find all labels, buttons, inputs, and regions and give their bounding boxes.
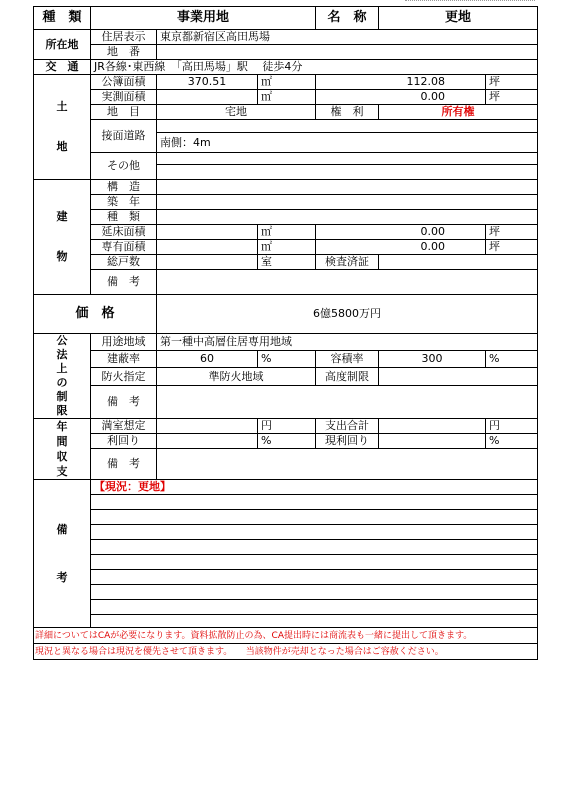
reg-char-0: 公 <box>56 334 68 347</box>
expense-unit: 円 <box>486 419 538 434</box>
coverage-unit: % <box>258 351 316 368</box>
land-category-value: 宅地 <box>157 105 316 120</box>
road-label: 接面道路 <box>91 120 157 153</box>
kind-label: 種 類 <box>91 210 157 225</box>
private-area-tsubo: 0.00 <box>316 240 486 255</box>
remarks-status: 【現況：更地】 <box>91 480 538 495</box>
land-label <box>34 75 91 180</box>
floor-area-label: 延床面積 <box>91 225 157 240</box>
address-label: 住居表示 <box>91 30 157 45</box>
building-label-bottom: 物 <box>56 250 68 263</box>
zoning-label: 用途地域 <box>91 334 157 351</box>
inspection-value <box>379 255 538 270</box>
remarks-line <box>91 585 538 600</box>
units-value <box>157 255 258 270</box>
remarks-line <box>91 555 538 570</box>
type-label: 種 類 <box>34 7 91 30</box>
far-label: 容積率 <box>316 351 379 368</box>
current-yield-unit: % <box>486 434 538 449</box>
height-value <box>379 368 538 385</box>
registry-area-tsubo: 112.08 <box>316 75 486 90</box>
units-unit: 室 <box>258 255 316 270</box>
reg-char-5: 限 <box>56 404 68 417</box>
zoning-value: 第一種中高層住居専用地域 <box>157 334 538 351</box>
yield-label: 利回り <box>91 434 157 449</box>
other-blank <box>157 165 538 180</box>
regulations-label <box>34 334 91 419</box>
measured-area-tsubo: 0.00 <box>316 90 486 105</box>
remarks-line <box>91 570 538 585</box>
private-sqm-unit: ㎡ <box>258 240 316 255</box>
remarks-label-bottom: 考 <box>56 570 68 584</box>
reg-char-1: 法 <box>56 348 68 361</box>
fire-value: 準防火地域 <box>157 368 316 385</box>
income-notes-label: 備 考 <box>91 449 157 480</box>
registry-sqm-unit: ㎡ <box>258 75 316 90</box>
location-label: 所在地 <box>34 30 91 60</box>
measured-area-sqm <box>157 90 258 105</box>
remarks-line <box>91 525 538 540</box>
current-yield-label: 現利回り <box>316 434 379 449</box>
expense-label: 支出合計 <box>316 419 379 434</box>
transport-value: JR各線･東西線 「高田馬場」駅 徒歩4分 <box>91 60 538 75</box>
measured-tsubo-unit: 坪 <box>486 90 538 105</box>
registry-area-sqm: 370.51 <box>157 75 258 90</box>
remarks-label <box>34 480 91 628</box>
current-yield-value <box>379 434 486 449</box>
footer-line-1: 詳細についてはCAが必要になります。資料拡散防止の為、CA提出時には商流表も一緒に提出して頂きます。 <box>34 628 538 644</box>
reg-char-4: 制 <box>56 390 68 403</box>
footer-line-2: 現況と異なる場合は現況を優先させて頂きます。 当該物件が売却となった場合はご容赦ください。 <box>34 644 538 660</box>
inspection-label: 検査済証 <box>316 255 379 270</box>
land-category-label: 地 目 <box>91 105 157 120</box>
building-notes-value <box>157 270 538 295</box>
reg-char-3: の <box>56 376 68 389</box>
property-sheet <box>33 6 537 660</box>
built-label: 築 年 <box>91 195 157 210</box>
top-dotted-line <box>405 0 535 3</box>
type-value: 事業用地 <box>91 7 316 30</box>
structure-label: 構 造 <box>91 180 157 195</box>
name-value: 更地 <box>379 7 538 30</box>
private-tsubo-unit: 坪 <box>486 240 538 255</box>
rights-label: 権 利 <box>316 105 379 120</box>
built-value <box>157 195 538 210</box>
rights-value: 所有権 <box>379 105 538 120</box>
full-occupancy-value <box>157 419 258 434</box>
road-value: 南側：4m <box>157 133 538 153</box>
lot-value <box>157 45 538 60</box>
expense-value <box>379 419 486 434</box>
remarks-line <box>91 615 538 628</box>
income-notes-value <box>157 449 538 480</box>
income-label <box>34 419 91 480</box>
remarks-line <box>91 510 538 525</box>
land-label-bottom: 地 <box>56 140 68 153</box>
far-value: 300 <box>379 351 486 368</box>
registry-tsubo-unit: 坪 <box>486 75 538 90</box>
address-value: 東京都新宿区高田馬場 <box>157 30 538 45</box>
reg-notes-value <box>157 385 538 418</box>
floor-area-sqm <box>157 225 258 240</box>
price-value: 6億5800万円 <box>157 295 538 334</box>
coverage-label: 建蔽率 <box>91 351 157 368</box>
building-label <box>34 180 91 295</box>
units-label: 総戸数 <box>91 255 157 270</box>
private-area-sqm <box>157 240 258 255</box>
inc-char-3: 支 <box>56 465 68 478</box>
property-table <box>33 6 538 660</box>
far-unit: % <box>486 351 538 368</box>
height-label: 高度制限 <box>316 368 379 385</box>
reg-char-2: 上 <box>56 362 68 375</box>
other-value <box>157 153 538 165</box>
kind-value <box>157 210 538 225</box>
fire-label: 防火指定 <box>91 368 157 385</box>
other-label: その他 <box>91 153 157 180</box>
remarks-label-top: 備 <box>56 522 68 536</box>
name-label: 名 称 <box>316 7 379 30</box>
inc-char-0: 年 <box>56 420 68 433</box>
reg-notes-label: 備 考 <box>91 385 157 418</box>
structure-value <box>157 180 538 195</box>
building-label-top: 建 <box>56 210 68 223</box>
remarks-line <box>91 540 538 555</box>
price-label: 価 格 <box>34 295 157 334</box>
registry-area-label: 公簿面積 <box>91 75 157 90</box>
floor-tsubo-unit: 坪 <box>486 225 538 240</box>
inc-char-2: 収 <box>56 450 68 463</box>
remarks-line <box>91 600 538 615</box>
lot-label: 地 番 <box>91 45 157 60</box>
land-label-top: 土 <box>56 100 68 113</box>
full-occupancy-label: 満室想定 <box>91 419 157 434</box>
measured-area-label: 実測面積 <box>91 90 157 105</box>
floor-area-tsubo: 0.00 <box>316 225 486 240</box>
floor-sqm-unit: ㎡ <box>258 225 316 240</box>
inc-char-1: 間 <box>56 435 68 448</box>
private-area-label: 専有面積 <box>91 240 157 255</box>
building-notes-label: 備 考 <box>91 270 157 295</box>
yield-unit: % <box>258 434 316 449</box>
measured-sqm-unit: ㎡ <box>258 90 316 105</box>
yield-value <box>157 434 258 449</box>
full-occupancy-unit: 円 <box>258 419 316 434</box>
coverage-value: 60 <box>157 351 258 368</box>
transport-label: 交 通 <box>34 60 91 75</box>
remarks-line <box>91 495 538 510</box>
road-blank <box>157 120 538 133</box>
